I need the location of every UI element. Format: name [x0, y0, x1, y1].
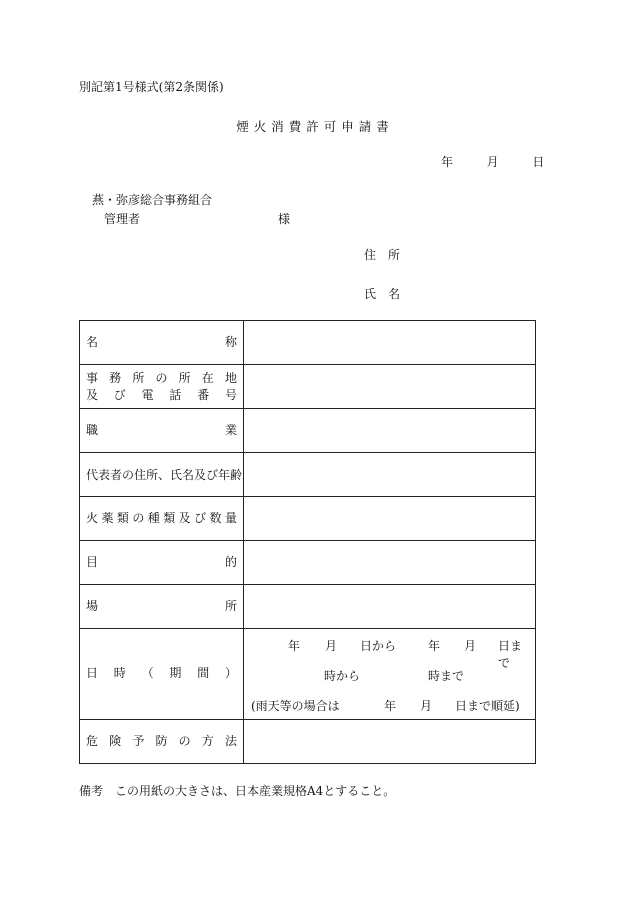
table-row [80, 453, 536, 497]
row-label-danger-prevention: 危 険 予 防 の 方 法 [86, 733, 237, 748]
recipient-honorific: 様 [278, 212, 291, 226]
row-label-purpose: 目 的 [86, 554, 237, 569]
remarks: 備考 この用紙の大きさは、日本産業規格A4とすること。 [79, 784, 396, 798]
name-label: 氏 名 [364, 287, 401, 301]
table-row [80, 541, 536, 585]
row-label-office-phone: 及 び 電 話 番 号 [86, 387, 237, 402]
row-label-occupation: 職 業 [86, 422, 237, 437]
table-row [80, 629, 536, 720]
application-table [79, 320, 536, 764]
row-label-office-address: 事 務 所 の 所 在 地 [86, 371, 237, 386]
period-line-rain: (雨天等の場合は 年 月 日まで順延) [251, 699, 520, 713]
table-row [80, 321, 536, 365]
table-row [80, 720, 536, 764]
row-label-datetime: 日 時 （ 期 間 ） [86, 666, 237, 681]
field-explosives[interactable] [244, 497, 536, 541]
date-day: 日 [532, 155, 545, 169]
date-month: 月 [486, 155, 499, 169]
form-id: 別記第1号様式(第2条関係) [79, 80, 224, 94]
period-line-dates: 年 月 日から 年 月 日まで [288, 639, 523, 670]
address-label: 住 所 [364, 248, 401, 262]
row-label-explosives: 火 薬 類 の 種 類 及 び 数 量 [86, 510, 237, 525]
date-line [441, 156, 544, 168]
field-representative[interactable] [244, 453, 536, 497]
field-danger-prevention[interactable] [244, 720, 536, 764]
row-label-place: 場 所 [86, 598, 237, 613]
row-label-representative: 代表者の住所、氏名及び年齢 [86, 468, 243, 482]
field-office[interactable] [244, 365, 536, 409]
field-purpose[interactable] [244, 541, 536, 585]
table-row [80, 497, 536, 541]
date-year: 年 [441, 155, 454, 169]
table-row [80, 365, 536, 409]
recipient-admin: 管理者 [104, 212, 141, 226]
field-occupation[interactable] [244, 409, 536, 453]
field-place[interactable] [244, 585, 536, 629]
field-period[interactable] [244, 629, 536, 720]
document-title: 煙火消費許可申請書 [236, 119, 394, 134]
period-line-times: 時から 時まで [324, 669, 465, 683]
field-name[interactable] [244, 321, 536, 365]
row-label-name: 名 称 [86, 334, 237, 349]
recipient-org: 燕・弥彦総合事務組合 [92, 193, 213, 207]
table-row [80, 409, 536, 453]
table-row [80, 585, 536, 629]
